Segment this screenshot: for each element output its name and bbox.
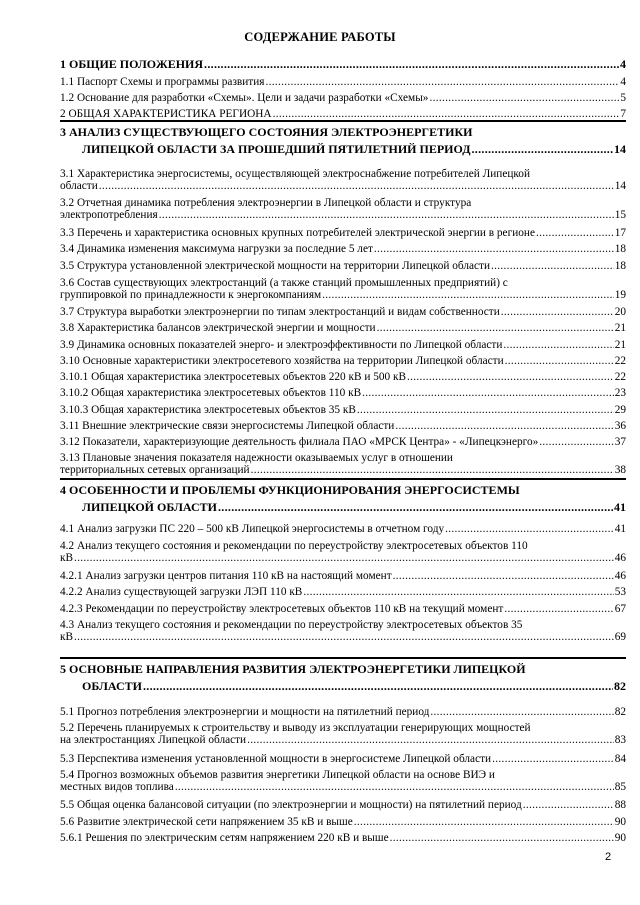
toc-entry-row xyxy=(60,387,626,399)
toc-entry-row xyxy=(60,464,626,476)
toc-dot-leader xyxy=(74,631,614,643)
toc-dot-leader xyxy=(247,734,614,746)
toc-entry-row xyxy=(60,92,626,104)
toc-entry-title: 5.6 Развитие электрической сети напряжением 35 кВ и выше xyxy=(60,816,353,828)
toc-dot-leader xyxy=(504,603,613,615)
toc-entry-row xyxy=(60,799,626,811)
toc-entry-row xyxy=(60,832,626,844)
toc-entry-title: 3.10.1 Общая характеристика электросетевых объектов 220 кВ и 500 кВ xyxy=(60,371,407,383)
toc-entry-title: 4.2.1 Анализ загрузки центров питания 110 кВ на настоящий момент xyxy=(60,570,392,582)
toc-entry[interactable] xyxy=(60,108,626,120)
toc-entry-title: территориальных сетевых организаций xyxy=(60,464,250,476)
toc-page-number: 85 xyxy=(614,781,626,793)
toc-page-number: 5 xyxy=(620,92,626,104)
toc-entry-title-line: 5 ОСНОВНЫЕ НАПРАВЛЕНИЯ РАЗВИТИЯ ЭЛЕКТРОЭНЕРГЕТИКИ ЛИПЕЦКОЙ xyxy=(60,662,526,676)
toc-page-number: 53 xyxy=(614,586,626,598)
toc-dot-leader xyxy=(273,108,620,120)
toc-dot-leader xyxy=(429,92,619,104)
toc-page-number: 14 xyxy=(614,180,626,192)
toc-entry-title: ЛИПЕЦКОЙ ОБЛАСТИ xyxy=(82,500,217,514)
toc-page-number: 14 xyxy=(614,142,626,156)
toc-entry-row xyxy=(60,243,626,255)
toc-page-number: 67 xyxy=(614,603,626,615)
toc-entry[interactable] xyxy=(60,306,626,318)
toc-page-number: 23 xyxy=(614,387,626,399)
toc-page-number: 20 xyxy=(614,306,626,318)
toc-entry-row xyxy=(60,355,626,367)
toc-page-number: 41 xyxy=(614,523,626,535)
toc-entry-title: кВ xyxy=(60,631,74,643)
toc-entry-row xyxy=(60,322,626,334)
toc-entry-title: 2 ОБЩАЯ ХАРАКТЕРИСТИКА РЕГИОНА xyxy=(60,108,272,120)
toc-dot-leader xyxy=(362,387,614,399)
toc-entry[interactable] xyxy=(60,523,626,535)
toc-dot-leader xyxy=(143,678,613,695)
toc-page-number: 18 xyxy=(614,243,626,255)
toc-entry-row xyxy=(60,570,626,582)
toc-entry[interactable] xyxy=(60,570,626,582)
toc-dot-leader xyxy=(377,322,614,334)
toc-dot-leader xyxy=(503,339,613,351)
toc-page-number: 69 xyxy=(614,631,626,643)
toc-entry-title-line: 3.2 Отчетная динамика потребления электроэнергии в Липецкой области и структура xyxy=(60,197,472,209)
toc-entry-title: 1 ОБЩИЕ ПОЛОЖЕНИЯ xyxy=(60,57,204,71)
toc-page-number: 29 xyxy=(614,404,626,416)
toc-page-number: 21 xyxy=(614,339,626,351)
toc-dot-leader xyxy=(390,832,614,844)
section-divider xyxy=(60,478,626,480)
toc-entry-title: 3.4 Динамика изменения максимума нагрузки за последние 5 лет xyxy=(60,243,373,255)
toc-page-number: 18 xyxy=(614,260,626,272)
toc-entry-title: кВ xyxy=(60,552,74,564)
toc-entry-title: 3.11 Внешние электрические связи энергосистемы Липецкой области xyxy=(60,420,395,432)
toc-entry[interactable] xyxy=(60,58,626,70)
toc-entry[interactable] xyxy=(60,816,626,828)
toc-entry[interactable] xyxy=(60,371,626,383)
toc-dot-leader xyxy=(374,243,614,255)
toc-entry-title: 3.12 Показатели, характеризующие деятельность филиала ПАО «МРСК Центра» - «Липецкэнерго» xyxy=(60,436,539,448)
section-divider xyxy=(60,120,626,122)
toc-entry-row xyxy=(60,306,626,318)
toc-entry-title: 3.9 Динамика основных показателей энерго- и электроэффективности по Липецкой области xyxy=(60,339,503,351)
toc-entry-title: электропотребления xyxy=(60,209,158,221)
toc-entry[interactable] xyxy=(60,76,626,88)
toc-entry-row xyxy=(60,420,626,432)
toc-dot-leader xyxy=(159,209,614,221)
toc-dot-leader xyxy=(74,552,614,564)
toc-entry-title: ОБЛАСТИ xyxy=(82,679,142,693)
toc-entry-row xyxy=(60,734,626,746)
toc-page-number: 4 xyxy=(620,76,626,88)
toc-page-number: 22 xyxy=(614,355,626,367)
toc-dot-leader xyxy=(357,404,614,416)
toc-entry-title: 3.10 Основные характеристики электросетевого хозяйства на территории Липецкой области xyxy=(60,355,504,367)
toc-page-number: 21 xyxy=(614,322,626,334)
toc-entry[interactable] xyxy=(60,322,626,334)
toc-page-number: 82 xyxy=(614,706,626,718)
toc-entry[interactable] xyxy=(60,168,626,192)
toc-entry-title: 5.1 Прогноз потребления электроэнергии и мощности на пятилетний период xyxy=(60,706,430,718)
toc-entry-title-line: 5.4 Прогноз возможных объемов развития энергетики Липецкой области на основе ВИЭ и xyxy=(60,769,495,781)
toc-entry-title: на электростанциях Липецкой области xyxy=(60,734,247,746)
toc-page-number: 90 xyxy=(614,832,626,844)
toc-dot-leader xyxy=(505,355,614,367)
toc-dot-leader xyxy=(491,260,614,272)
toc-dot-leader xyxy=(523,799,614,811)
toc-entry-title-line: 5.2 Перечень планируемых к строительству и выводу из эксплуатации генерирующих мощностей xyxy=(60,722,531,734)
toc-entry-title: 3.7 Структура выработки электроэнергии по типам электростанций и видам собственности xyxy=(60,306,500,318)
page-number: 2 xyxy=(605,851,612,863)
toc-entry[interactable] xyxy=(60,661,626,695)
toc-entry-title: 1.1 Паспорт Схемы и программы развития xyxy=(60,76,265,88)
toc-dot-leader xyxy=(472,141,614,158)
toc-entry-row xyxy=(60,209,626,221)
toc-dot-leader xyxy=(492,753,614,765)
toc-entry[interactable] xyxy=(60,706,626,718)
toc-entry-row xyxy=(60,631,626,643)
toc-dot-leader xyxy=(204,58,619,70)
toc-entry-row xyxy=(60,404,626,416)
toc-page-number: 36 xyxy=(614,420,626,432)
toc-entry[interactable] xyxy=(60,387,626,399)
toc-dot-leader xyxy=(395,420,613,432)
toc-page-number: 38 xyxy=(614,464,626,476)
toc-dot-leader xyxy=(265,76,619,88)
toc-entry-title: области xyxy=(60,180,98,192)
toc-entry[interactable] xyxy=(60,753,626,765)
toc-entry-row xyxy=(60,108,626,120)
toc-entry[interactable] xyxy=(60,404,626,416)
toc-entry-row xyxy=(60,227,626,239)
toc-entry-row xyxy=(60,58,626,70)
toc-entry-row xyxy=(60,141,626,158)
toc-entry-row xyxy=(60,76,626,88)
toc-entry[interactable] xyxy=(60,355,626,367)
toc-entry-row xyxy=(60,678,626,695)
toc-entry[interactable] xyxy=(60,769,626,793)
toc-page-number: 82 xyxy=(614,679,626,693)
toc-dot-leader xyxy=(539,436,613,448)
toc-entry-row xyxy=(60,523,626,535)
toc-entry[interactable] xyxy=(60,452,626,476)
toc-entry-title: 3.5 Структура установленной электрической мощности на территории Липецкой области xyxy=(60,260,491,272)
toc-dot-leader xyxy=(99,180,614,192)
toc-entry-row xyxy=(60,289,626,301)
toc-page-number: 88 xyxy=(614,799,626,811)
toc-entry-row xyxy=(60,436,626,448)
section-divider xyxy=(60,657,626,659)
toc-entry[interactable] xyxy=(60,420,626,432)
toc-entry-title: 5.5 Общая оценка балансовой ситуации (по электроэнергии и мощности) на пятилетний период xyxy=(60,799,522,811)
toc-page-number: 83 xyxy=(614,734,626,746)
toc-dot-leader xyxy=(354,816,614,828)
toc-entry-title-line: 3.13 Плановые значения показателя надежности оказываемых услуг в отношении xyxy=(60,452,453,464)
toc-entry-title: 4.1 Анализ загрузки ПС 220 – 500 кВ Липецкой энергосистемы в отчетном году xyxy=(60,523,445,535)
toc-entry[interactable] xyxy=(60,722,626,746)
toc-entry[interactable] xyxy=(60,124,626,158)
toc-entry-title: 3.3 Перечень и характеристика основных крупных потребителей электрической энергии в регионе xyxy=(60,227,535,239)
toc-page-number: 17 xyxy=(614,227,626,239)
toc-entry-title: 5.6.1 Решения по электрическим сетям напряжением 220 кВ и выше xyxy=(60,832,389,844)
toc-page-number: 7 xyxy=(620,108,626,120)
toc-entry-row xyxy=(60,706,626,718)
toc-dot-leader xyxy=(322,289,614,301)
toc-dot-leader xyxy=(430,706,613,718)
toc-dot-leader xyxy=(175,781,614,793)
toc-entry[interactable] xyxy=(60,619,626,643)
toc-page-number: 19 xyxy=(614,289,626,301)
toc-entry-title-line: 3.1 Характеристика энергосистемы, осуществляющей электроснабжение потребителей Липецкой xyxy=(60,168,530,180)
toc-dot-leader xyxy=(445,523,614,535)
toc-heading: СОДЕРЖАНИЕ РАБОТЫ xyxy=(244,30,396,44)
toc-entry-row xyxy=(60,603,626,615)
toc-entry-title-line: 4.2 Анализ текущего состояния и рекомендации по переустройству электросетевых объектов 110 xyxy=(60,540,528,552)
toc-entry[interactable] xyxy=(60,540,626,564)
toc-entry[interactable] xyxy=(60,339,626,351)
toc-dot-leader xyxy=(218,499,613,516)
toc-entry-title-line: 3 АНАЛИЗ СУЩЕСТВУЮЩЕГО СОСТОЯНИЯ ЭЛЕКТРОЭНЕРГЕТИКИ xyxy=(60,125,473,139)
toc-page-number: 46 xyxy=(614,552,626,564)
toc-page-number: 37 xyxy=(614,436,626,448)
toc-page-number: 15 xyxy=(614,209,626,221)
toc-dot-leader xyxy=(407,371,614,383)
toc-entry-title: 4.2.3 Рекомендации по переустройству электросетевых объектов 110 кВ на текущий момент xyxy=(60,603,504,615)
toc-dot-leader xyxy=(536,227,614,239)
toc-entry-title: группировкой по принадлежности к энергокомпаниям xyxy=(60,289,322,301)
toc-entry[interactable] xyxy=(60,197,626,221)
toc-entry-title: 1.2 Основание для разработки «Схемы». Цели и задачи разработки «Схемы» xyxy=(60,92,429,104)
toc-entry-row xyxy=(60,180,626,192)
toc-dot-leader xyxy=(251,464,614,476)
toc-dot-leader xyxy=(393,570,614,582)
toc-entry[interactable] xyxy=(60,260,626,272)
toc-entry[interactable] xyxy=(60,482,626,516)
toc-entry-row xyxy=(60,552,626,564)
toc-dot-leader xyxy=(501,306,614,318)
toc-entry-row xyxy=(60,753,626,765)
toc-entry-title-line: 4.3 Анализ текущего состояния и рекомендации по переустройству электросетевых объектов 35 xyxy=(60,619,523,631)
toc-entry[interactable] xyxy=(60,436,626,448)
toc-page-number: 41 xyxy=(614,500,626,514)
toc-entry-title: 5.3 Перспектива изменения установленной мощности в энергосистеме Липецкой области xyxy=(60,753,492,765)
toc-entry-title: 3.8 Характеристика балансов электрической энергии и мощности xyxy=(60,322,376,334)
toc-entry-row xyxy=(60,260,626,272)
toc-entry[interactable] xyxy=(60,832,626,844)
toc-entry[interactable] xyxy=(60,799,626,811)
toc-entry[interactable] xyxy=(60,277,626,301)
toc-entry-row xyxy=(60,781,626,793)
toc-page-number: 90 xyxy=(614,816,626,828)
toc-entry[interactable] xyxy=(60,243,626,255)
toc-page-number: 22 xyxy=(614,371,626,383)
toc-entry-title: 3.10.3 Общая характеристика электросетевых объектов 35 кВ xyxy=(60,404,356,416)
toc-entry-row xyxy=(60,499,626,516)
toc-entry-title: местных видов топлива xyxy=(60,781,174,793)
toc-page-number: 4 xyxy=(620,57,626,71)
toc-entry-title-line: 3.6 Состав существующих электростанций (а также станций промышленных предприятий) с xyxy=(60,277,508,289)
toc-entry-row xyxy=(60,371,626,383)
toc-page-number: 84 xyxy=(614,753,626,765)
toc-entry[interactable] xyxy=(60,603,626,615)
toc-entry-title: 3.10.2 Общая характеристика электросетевых объектов 110 кВ xyxy=(60,387,362,399)
toc-entry-row xyxy=(60,339,626,351)
toc-entry[interactable] xyxy=(60,92,626,104)
toc-entry-title: ЛИПЕЦКОЙ ОБЛАСТИ ЗА ПРОШЕДШИЙ ПЯТИЛЕТНИЙ ПЕРИОД xyxy=(82,142,471,156)
toc-entry-title: 4.2.2 Анализ существующей загрузки ЛЭП 110 кВ xyxy=(60,586,303,598)
toc-entry[interactable] xyxy=(60,227,626,239)
toc-entry-row xyxy=(60,816,626,828)
toc-entry-row xyxy=(60,586,626,598)
toc-entry[interactable] xyxy=(60,586,626,598)
toc-page-number: 46 xyxy=(614,570,626,582)
toc-dot-leader xyxy=(303,586,613,598)
toc-entry-title-line: 4 ОСОБЕННОСТИ И ПРОБЛЕМЫ ФУНКЦИОНИРОВАНИЯ ЭНЕРГОСИСТЕМЫ xyxy=(60,483,520,497)
